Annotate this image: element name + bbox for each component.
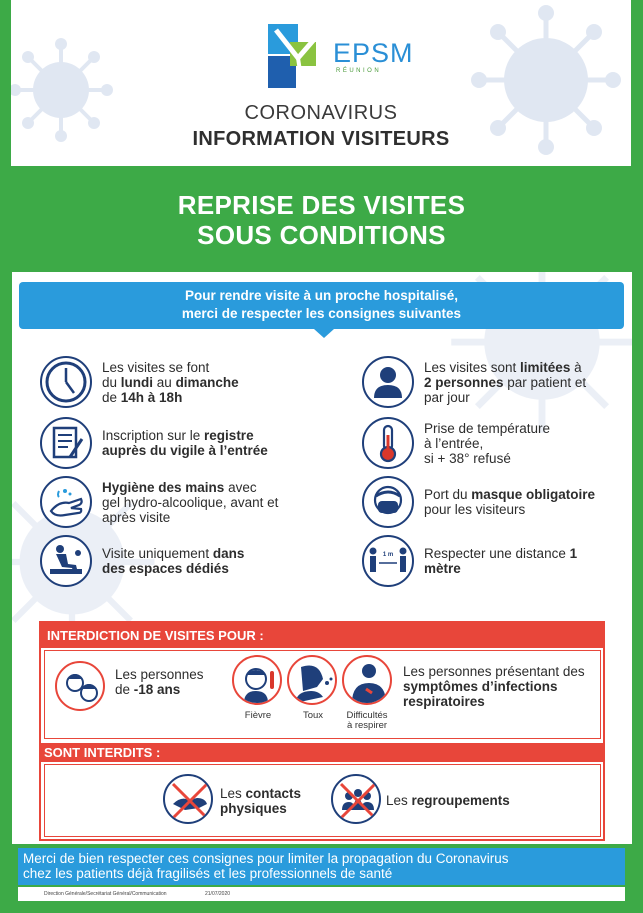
notice-line-1: Merci de bien respecter ces consignes pour limiter la propagation du Coronavirus (23, 851, 509, 866)
waiting-area-icon (40, 535, 92, 587)
fever-label: Fièvre (244, 710, 272, 721)
rule-registration (40, 417, 268, 469)
rule-distance (362, 535, 577, 587)
rule-hand-hygiene (40, 476, 278, 528)
title-line-2: SOUS CONDITIONS (197, 220, 446, 250)
rule-hygiene-text: Hygiène des mains avec gel hydro-alcoolique, avant et après visite (102, 479, 279, 525)
clock-icon (40, 356, 92, 408)
page-title (0, 190, 643, 250)
credit-date: 21/07/2020 (205, 891, 231, 897)
symptoms-text: Les personnes présentant des symptômes d’infections respiratoires (403, 664, 585, 709)
no-contact-icon (163, 774, 213, 824)
callout-line-1: Pour rendre visite à un proche hospitalisé, (184, 288, 459, 303)
visit-restrictions (44, 650, 601, 739)
breathing-label: Difficultés à respirer (346, 710, 388, 731)
forbidden-items (44, 764, 601, 837)
logo-mark-icon (268, 24, 330, 88)
interdiction-box (39, 621, 605, 841)
title-line-1: REPRISE DES VISITES (177, 190, 466, 220)
header-subtitle: CORONAVIRUS (244, 102, 398, 124)
interdiction-heading: INTERDICTION DE VISITES POUR : (41, 623, 603, 648)
instructions-callout (19, 282, 624, 329)
social-distance-icon (362, 535, 414, 587)
rule-limit-text: Les visites sont limitées à 2 personnes par patient et par jour (424, 359, 587, 405)
minors-text: Les personnes de -18 ans (115, 667, 204, 697)
cough-icon (287, 655, 337, 705)
rule-mask (362, 476, 595, 528)
no-gathering-icon (331, 774, 381, 824)
rule-spaces-text: Visite uniquement dans des espaces dédiés (102, 546, 245, 576)
rules-panel (12, 272, 632, 844)
rule-dedicated-spaces (40, 535, 244, 587)
rule-hours-text: Les visites se font du lundi au dimanche de 14h à 18h (102, 359, 239, 405)
distance-label: 1 m (382, 552, 394, 558)
epsm-logo (268, 24, 414, 88)
contacts-text: Les contacts physiques (220, 786, 302, 816)
callout-line-2: merci de respecter les consignes suivantes (181, 306, 462, 321)
credit-text: Direction Générale/Secrétariat Général/Communication (40, 890, 220, 898)
rule-register-text: Inscription sur le registre auprès du vigile à l’entrée (102, 428, 268, 458)
rule-temperature (362, 417, 550, 469)
rule-mask-text: Port du masque obligatoire pour les visiteurs (424, 487, 596, 517)
register-document-icon (40, 417, 92, 469)
cough-label: Toux (302, 710, 324, 721)
hand-wash-icon (40, 476, 92, 528)
header (11, 0, 631, 166)
callout-pointer (314, 329, 334, 338)
person-icon (362, 356, 414, 408)
rule-temperature-text: Prise de température à l’entrée, si + 38° refusé (424, 420, 551, 466)
fever-icon (232, 655, 282, 705)
logo-text: EPSM (333, 38, 414, 68)
rule-distance-text: Respecter une distance 1 mètre (424, 546, 578, 576)
header-title: INFORMATION VISITEURS (192, 128, 450, 150)
forbidden-heading: SONT INTERDITS : (41, 743, 603, 762)
footer-notice (18, 848, 625, 885)
face-mask-icon (362, 476, 414, 528)
children-icon (55, 661, 105, 711)
logo-subtext: RÉUNION (336, 68, 382, 74)
notice-line-2: chez les patients déjà fragilisés et les professionnels de santé (23, 866, 393, 881)
rule-visitor-limit (362, 356, 586, 408)
groups-text: Les regroupements (386, 793, 510, 808)
rule-visiting-hours (40, 356, 239, 408)
thermometer-icon (362, 417, 414, 469)
breathing-difficulty-icon (342, 655, 392, 705)
